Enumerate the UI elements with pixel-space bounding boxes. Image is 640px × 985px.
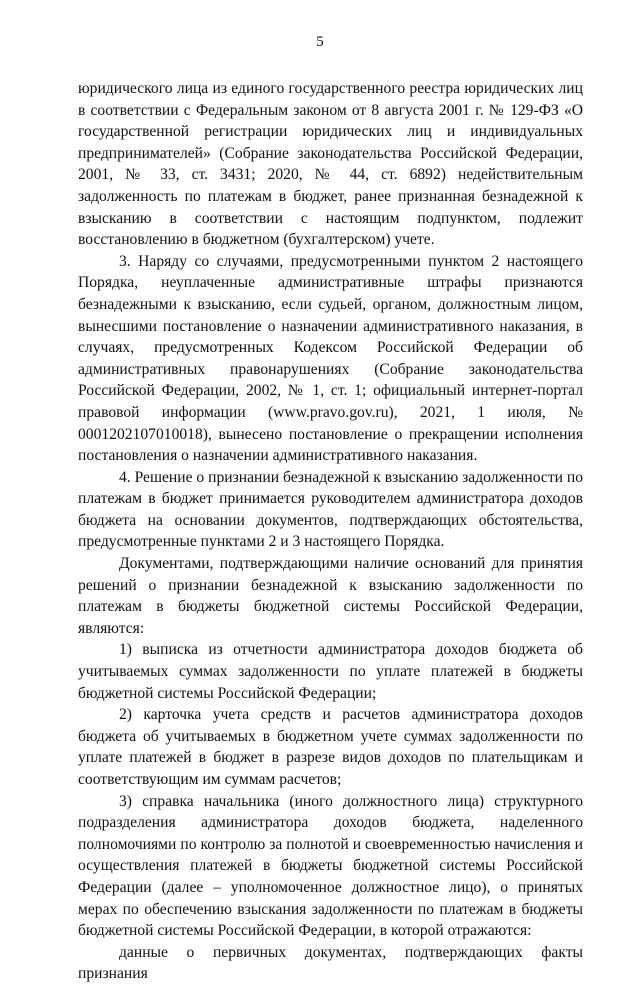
paragraph-item-3: 3. Наряду со случаями, предусмотренными пунктом 2 настоящего Порядка, неуплаченные административные штрафы признаются безнадежными к взысканию, если судьей, органом, должностным лицом, вынесшими постановление о назначении административного наказания, в случаях, предусмотренных Кодексом Российской Федерации об административных правонарушениях (Собрание законодательства Российской Федерации, 2002, № 1, ст. 1; официальный интернет-портал правовой информации (www.pravo.gov.ru), 2021, 1 июля, № 0001202107010018), вынесено постановление о прекращении исполнения постановления о назначении административного наказания. [78, 252, 583, 465]
paragraph-item-4: 4. Решение о признании безнадежной к взысканию задолженности по платежам в бюджет принимается руководителем администратора доходов бюджета на основании документов, подтверждающих обстоятельства, предусмотренные пунктами 2 и 3 настоящего Порядка. [78, 468, 584, 551]
paragraph-continuation: юридического лица из единого государственного реестра юридических лиц в соответствии с Федеральным законом от 8 августа 2001 г. № 129-ФЗ «О государственной регистрации юридических лиц и индивидуальных предпринимателей» (Собрание законодательства Российской Федерации, 2001, № 33, ст. 3431; 2020, № 44, ст. 6892) недействительным задолженность по платежам в бюджет, ранее признанная безнадежной к взысканию в соответствии с настоящим подпунктом, подлежит восстановлению в бюджетном (бухгалтерском) учете. [78, 80, 583, 249]
document-body [78, 78, 583, 985]
paragraph-primary-documents: данные о первичных документах, подтверждающих факты признания [78, 943, 583, 983]
paragraph-subitem-3: 3) справка начальника (иного должностного лица) структурного подразделения администратора доходов бюджета, наделенного полномочиями по контролю за полнотой и своевременностью начисления и осуществления платежей в бюджеты бюджетной системы Российской Федерации (далее – уполномоченное должностное лицо), о принятых мерах по обеспечению взыскания задолженности по платежам в бюджеты бюджетной системы Российской Федерации, в которой отражаются: [78, 792, 583, 940]
paragraph-documents-intro: Документами, подтверждающими наличие оснований для принятия решений о признании безнадежной к взысканию задолженности по платежам в бюджеты бюджетной системы Российской Федерации, являются: [78, 555, 583, 637]
paragraph-subitem-2: 2) карточка учета средств и расчетов администратора доходов бюджета об учитываемых в бюджетном учете суммах задолженности по уплате платежей в бюджет в разрезе видов доходов по плательщикам и соответствующим им суммам расчетов; [78, 706, 583, 788]
page-number: 5 [316, 34, 324, 50]
paragraph-subitem-1: 1) выписка из отчетности администратора доходов бюджета об учитываемых суммах задолженности по уплате платежей в бюджеты бюджетной системы Российской Федерации; [78, 641, 583, 702]
